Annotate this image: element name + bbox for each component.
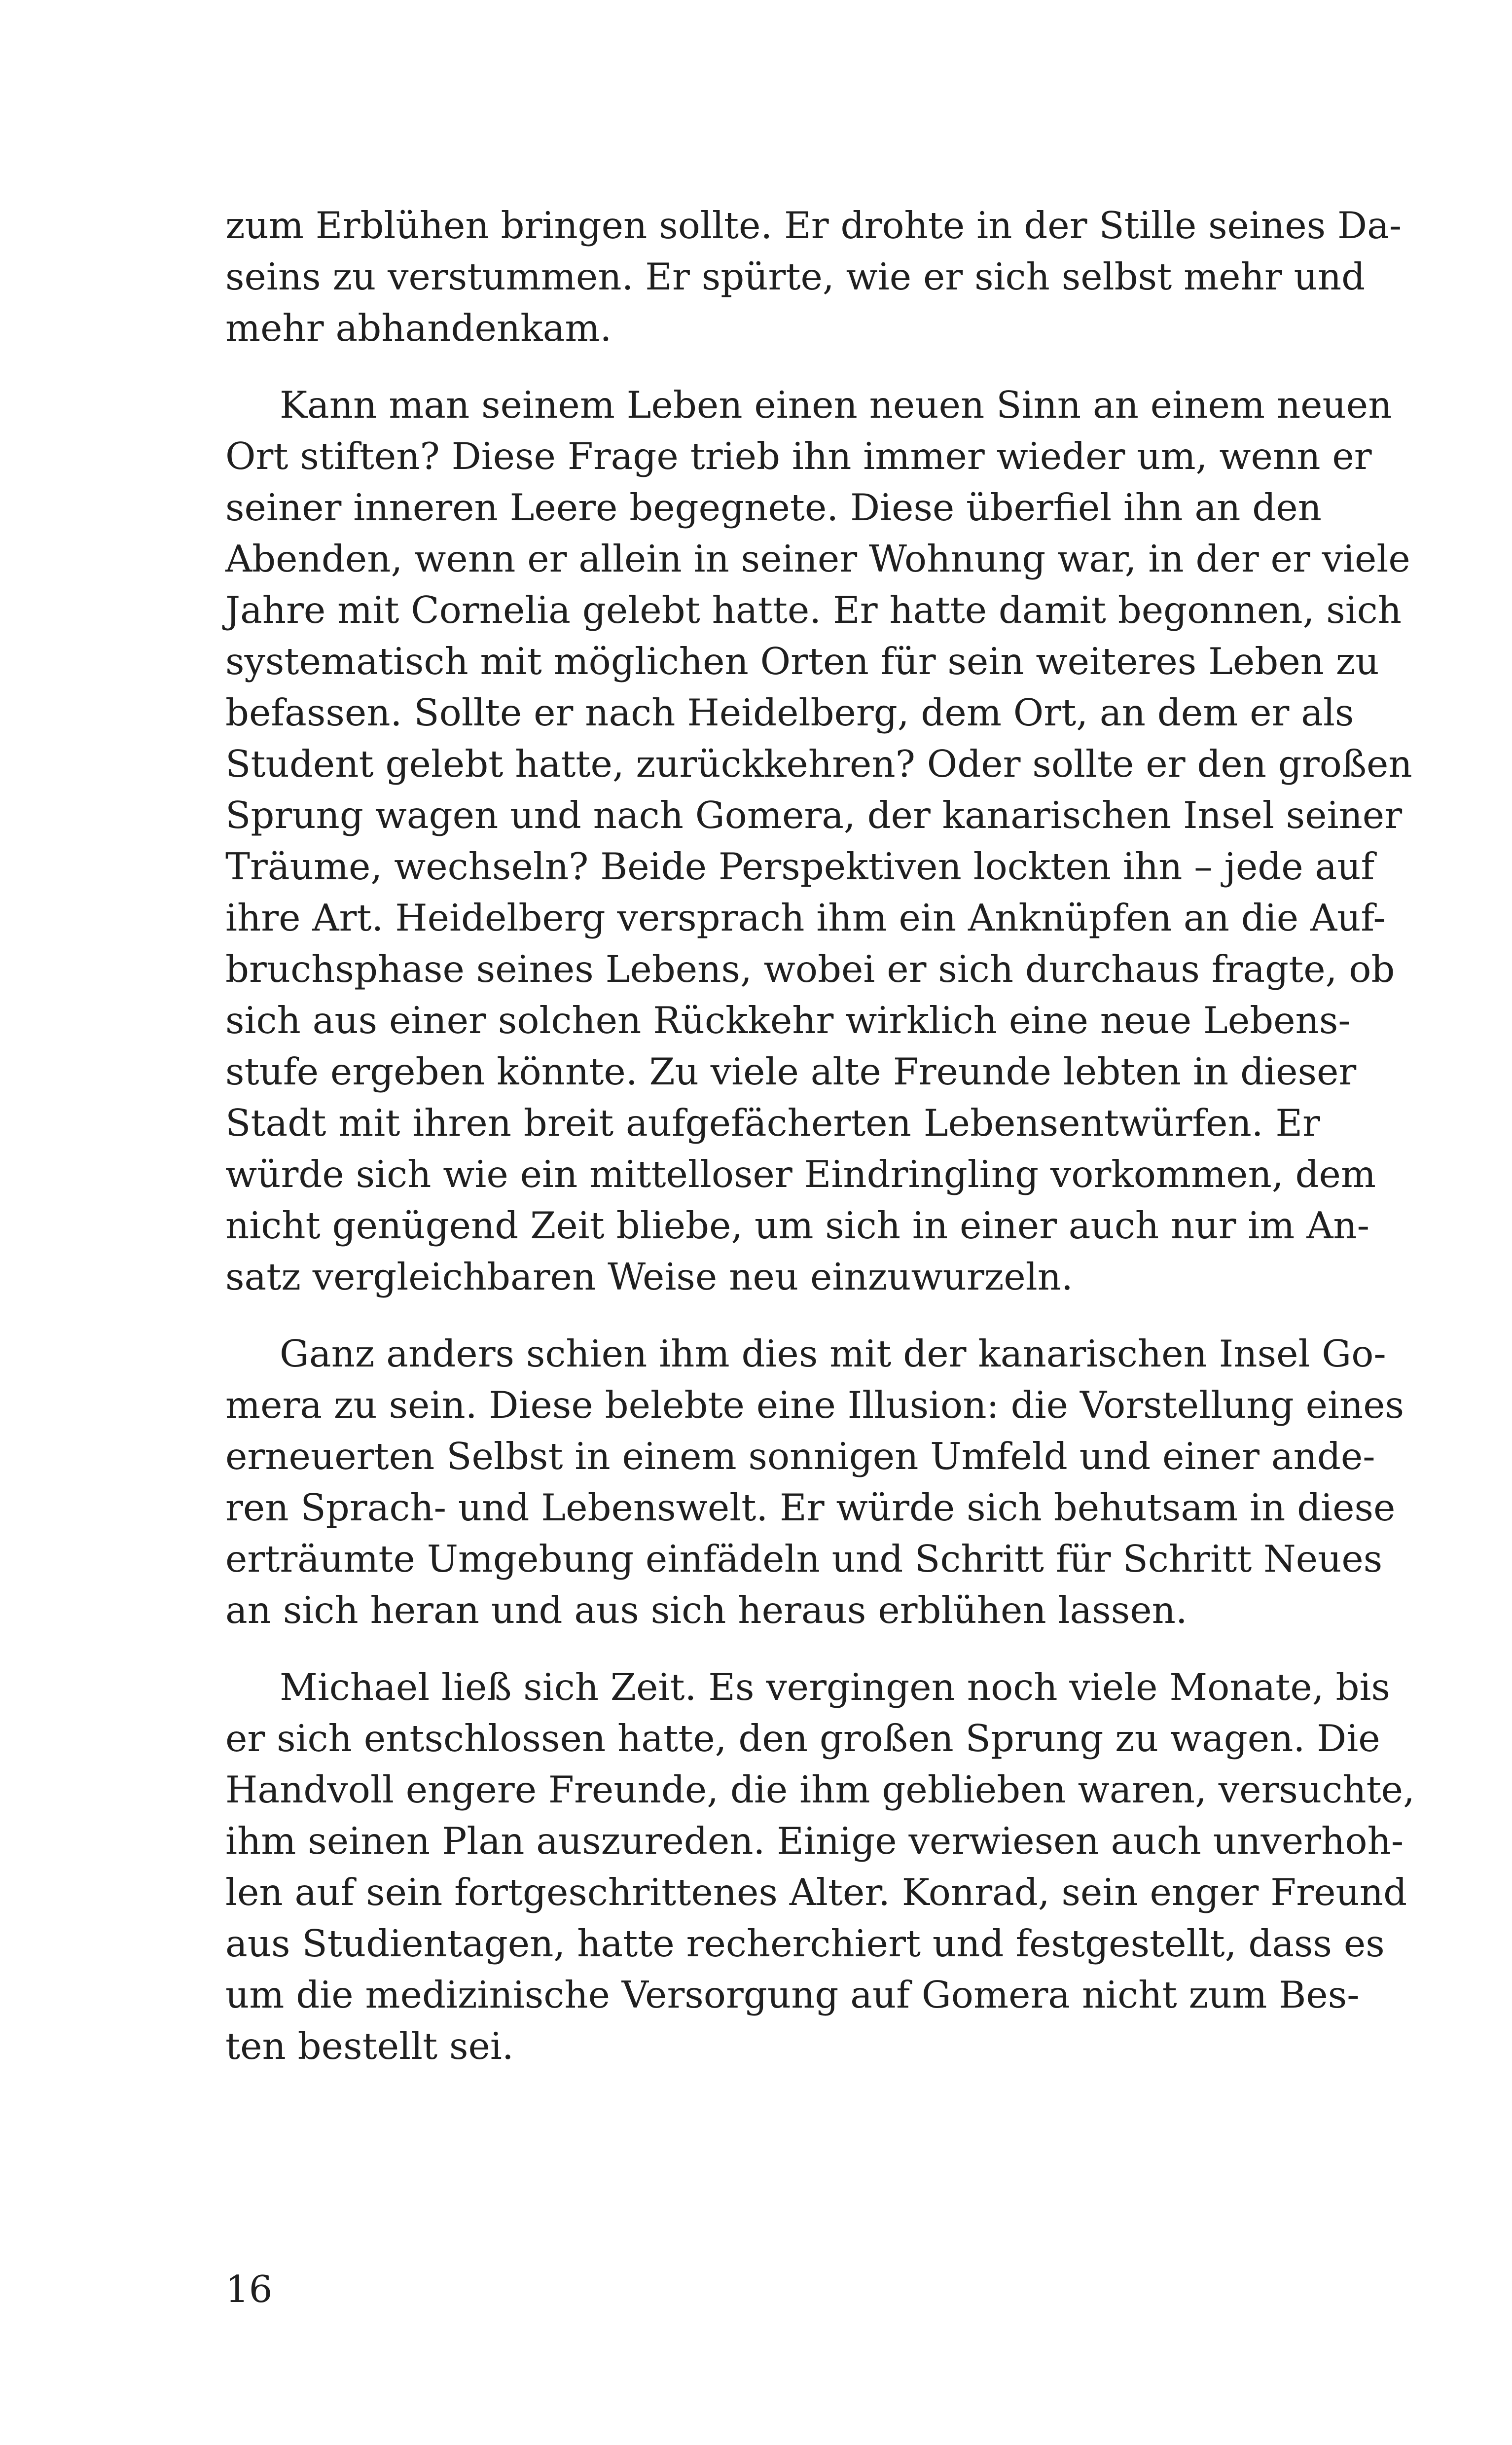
text-line: ten bestellt sei. [225,2024,514,2068]
text-line: Michael ließ sich Zeit. Es vergingen noch viele Monate, bis [280,1665,1390,1709]
text-line: an sich heran und aus sich heraus erblühen lassen. [225,1588,1188,1632]
text-line: Kann man seinem Leben einen neuen Sinn an einem neuen [280,383,1392,427]
text-line: befassen. Sollte er nach Heidelberg, dem Ort, an dem er als [225,691,1354,734]
text-line: Träume, wechseln? Beide Perspektiven lockten ihn – jede auf [225,845,1375,888]
text-line: erträumte Umgebung einfädeln und Schritt für Schritt Neues [225,1537,1383,1581]
text-line: ihre Art. Heidelberg versprach ihm ein Anknüpfen an die Auf- [225,896,1386,939]
text-line: Student gelebt hatte, zurückkehren? Oder sollte er den großen [225,742,1412,786]
text-line: Abenden, wenn er allein in seiner Wohnung war, in der er viele [225,537,1410,580]
text-line: seiner inneren Leere begegnete. Diese überfiel ihn an den [225,486,1322,529]
paragraph-3 [225,1328,1404,1636]
paragraph-2 [225,379,1412,1302]
text-line: um die medizinische Versorgung auf Gomera nicht zum Bes- [225,1973,1360,2016]
text-line: Ganz anders schien ihm dies mit der kanarischen Insel Go- [280,1332,1386,1375]
body-text [225,200,1415,2072]
text-line: er sich entschlossen hatte, den großen Sprung zu wagen. Die [225,1717,1380,1760]
text-line: mehr abhandenkam. [225,306,612,350]
text-line: ihm seinen Plan auszureden. Einige verwiesen auch unverhoh- [225,1819,1404,1863]
text-line: sich aus einer solchen Rückkehr wirklich eine neue Lebens- [225,999,1351,1042]
text-line: seins zu verstummen. Er spürte, wie er sich selbst mehr und [225,255,1366,298]
text-line: Ort stiften? Diese Frage trieb ihn immer wieder um, wenn er [225,434,1372,478]
text-line: stufe ergeben könnte. Zu viele alte Freunde lebten in dieser [225,1050,1357,1093]
text-line: len auf sein fortgeschrittenes Alter. Konrad, sein enger Freund [225,1870,1407,1914]
text-line: Handvoll engere Freunde, die ihm geblieben waren, versuchte, [225,1768,1415,1811]
text-line: systematisch mit möglichen Orten für sein weiteres Leben zu [225,640,1379,683]
text-line: Stadt mit ihren breit aufgefächerten Lebensentwürfen. Er [225,1101,1320,1145]
text-line: Jahre mit Cornelia gelebt hatte. Er hatte damit begonnen, sich [225,588,1402,632]
text-line: Sprung wagen und nach Gomera, der kanarischen Insel seiner [225,793,1403,837]
text-line: ren Sprach- und Lebenswelt. Er würde sich behutsam in diese [225,1486,1396,1529]
text-line: mera zu sein. Diese belebte eine Illusion: die Vorstellung eines [225,1383,1404,1427]
text-line: aus Studientagen, hatte recherchiert und festgestellt, dass es [225,1922,1385,1965]
text-line: würde sich wie ein mittelloser Eindringling vorkommen, dem [225,1152,1376,1196]
paragraph-4 [225,1661,1415,2072]
text-line: erneuerten Selbst in einem sonnigen Umfeld und einer ande- [225,1435,1375,1478]
page-number: 16 [225,2267,273,2311]
text-line: zum Erblühen bringen sollte. Er drohte in der Stille seines Da- [225,204,1402,247]
paragraph-1 [225,200,1402,354]
text-line: satz vergleichbaren Weise neu einzuwurzeln. [225,1255,1073,1298]
text-line: nicht genügend Zeit bliebe, um sich in einer auch nur im An- [225,1204,1370,1247]
text-line: bruchsphase seines Lebens, wobei er sich durchaus fragte, ob [225,947,1395,991]
